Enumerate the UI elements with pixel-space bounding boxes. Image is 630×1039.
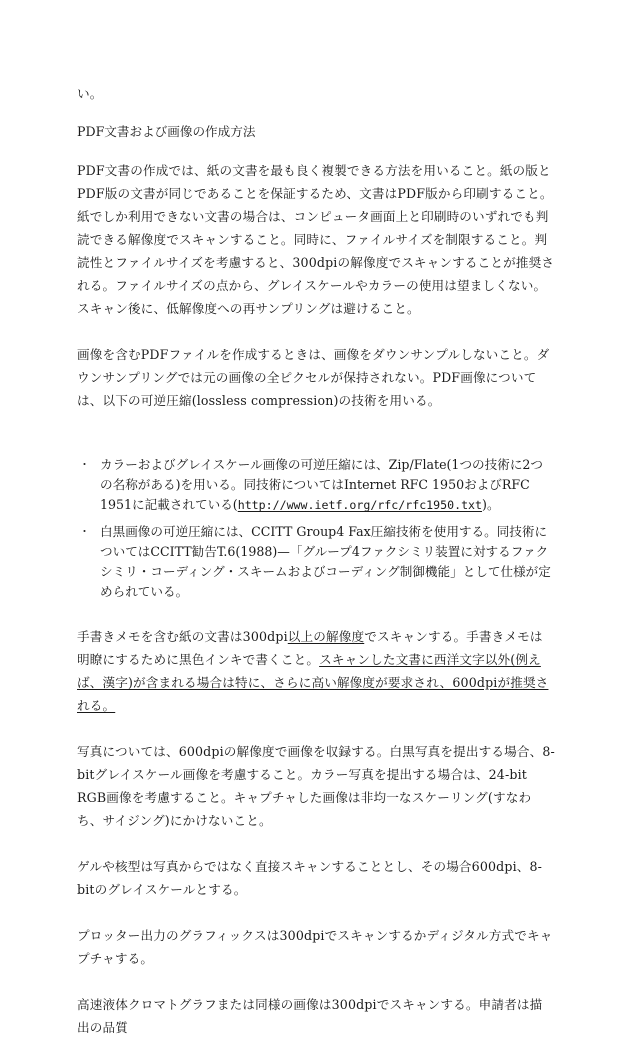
text-run: でスキャンする。手書きメモは明瞭にするために黒色インキで書くこと。	[77, 629, 543, 667]
list-item-zip-flate	[77, 455, 555, 515]
compression-list	[77, 455, 555, 602]
list-item-text: 白黒画像の可逆圧縮には、CCITT Group4 Fax圧縮技術を使用する。同技術についてはCCITT勧告T.6(1988)—「グループ4ファクシミリ装置に対するファクシミリ・コーディング・スキームおよびコーディング制御機能」として仕様が定められている。	[100, 524, 551, 599]
paragraph-creation-method: PDF文書の作成では、紙の文書を最も良く複製できる方法を用いること。紙の版とPDF版の文書が同じであることを保証するため、文書はPDF版から印刷すること。紙でしか利用できない文書の場合は、コンピュータ画面上と印刷時のいずれでも判読できる解像度でスキャンすること。同時に、ファイルサイズを制限すること。判読性とファイルサイズを考慮すると、300dpiの解像度でスキャンすることが推奨される。ファイルサイズの点から、グレイスケールやカラーの使用は望ましくない。スキャン後に、低解像度への再サンプリングは避けること。	[77, 163, 555, 316]
list-item-text: カラーおよびグレイスケール画像の可逆圧縮には、Zip/Flate(1つの技術に2つの名称がある)を用いる。同技術についてはInternet RFC 1950およびRFC 1951に記載されている(	[100, 457, 544, 512]
document-page	[77, 82, 555, 1039]
bullet-icon: ・	[79, 525, 90, 538]
paragraph-downsampling: 画像を含むPDFファイルを作成するときは、画像をダウンサンプルしないこと。ダウンサンプリングでは元の画像の全ピクセルが保持されない。PDF画像については、以下の可逆圧縮(lossless compression)の技術を用いる。	[77, 347, 550, 408]
paragraph-photographs: 写真については、600dpiの解像度で画像を収録する。白黒写真を提出する場合、8-bitグレイスケール画像を考慮すること。カラー写真を提出する場合は、24-bit RGB画像を考慮すること。キャプチャした画像は非均一なスケーリング(すなわち、サイジング)にかけないこと。	[77, 744, 555, 828]
text-run: 手書きメモを含む紙の文書は300dpi	[77, 629, 288, 644]
paragraph-handwritten-notes	[77, 625, 555, 717]
list-item-text-end: )。	[482, 497, 500, 512]
list-item-ccitt	[77, 522, 555, 602]
paragraph-gels-karyotypes: ゲルや核型は写真からではなく直接スキャンすることとし、その場合600dpi、8-bitのグレイスケールとする。	[77, 859, 543, 897]
section-heading: PDF文書および画像の作成方法	[77, 124, 256, 139]
continued-text: い。	[77, 86, 103, 101]
paragraph-hplc: 高速液体クロマトグラフまたは同様の画像は300dpiでスキャンする。申請者は描出の品質	[77, 997, 543, 1035]
bullet-icon: ・	[79, 458, 90, 471]
underlined-text: 以上の解像度	[287, 629, 365, 644]
rfc-link[interactable]: http://www.ietf.org/rfc/rfc1950.txt	[237, 498, 483, 512]
paragraph-plotter-output: プロッター出力のグラフィックスは300dpiでスキャンするかディジタル方式でキャプチャする。	[77, 928, 553, 966]
underlined-text: スキャンした文書に西洋文字以外(例えば、漢字)が含まれる場合は特に、さらに高い解像度が要求され、600dpiが推奨される。	[77, 652, 549, 713]
